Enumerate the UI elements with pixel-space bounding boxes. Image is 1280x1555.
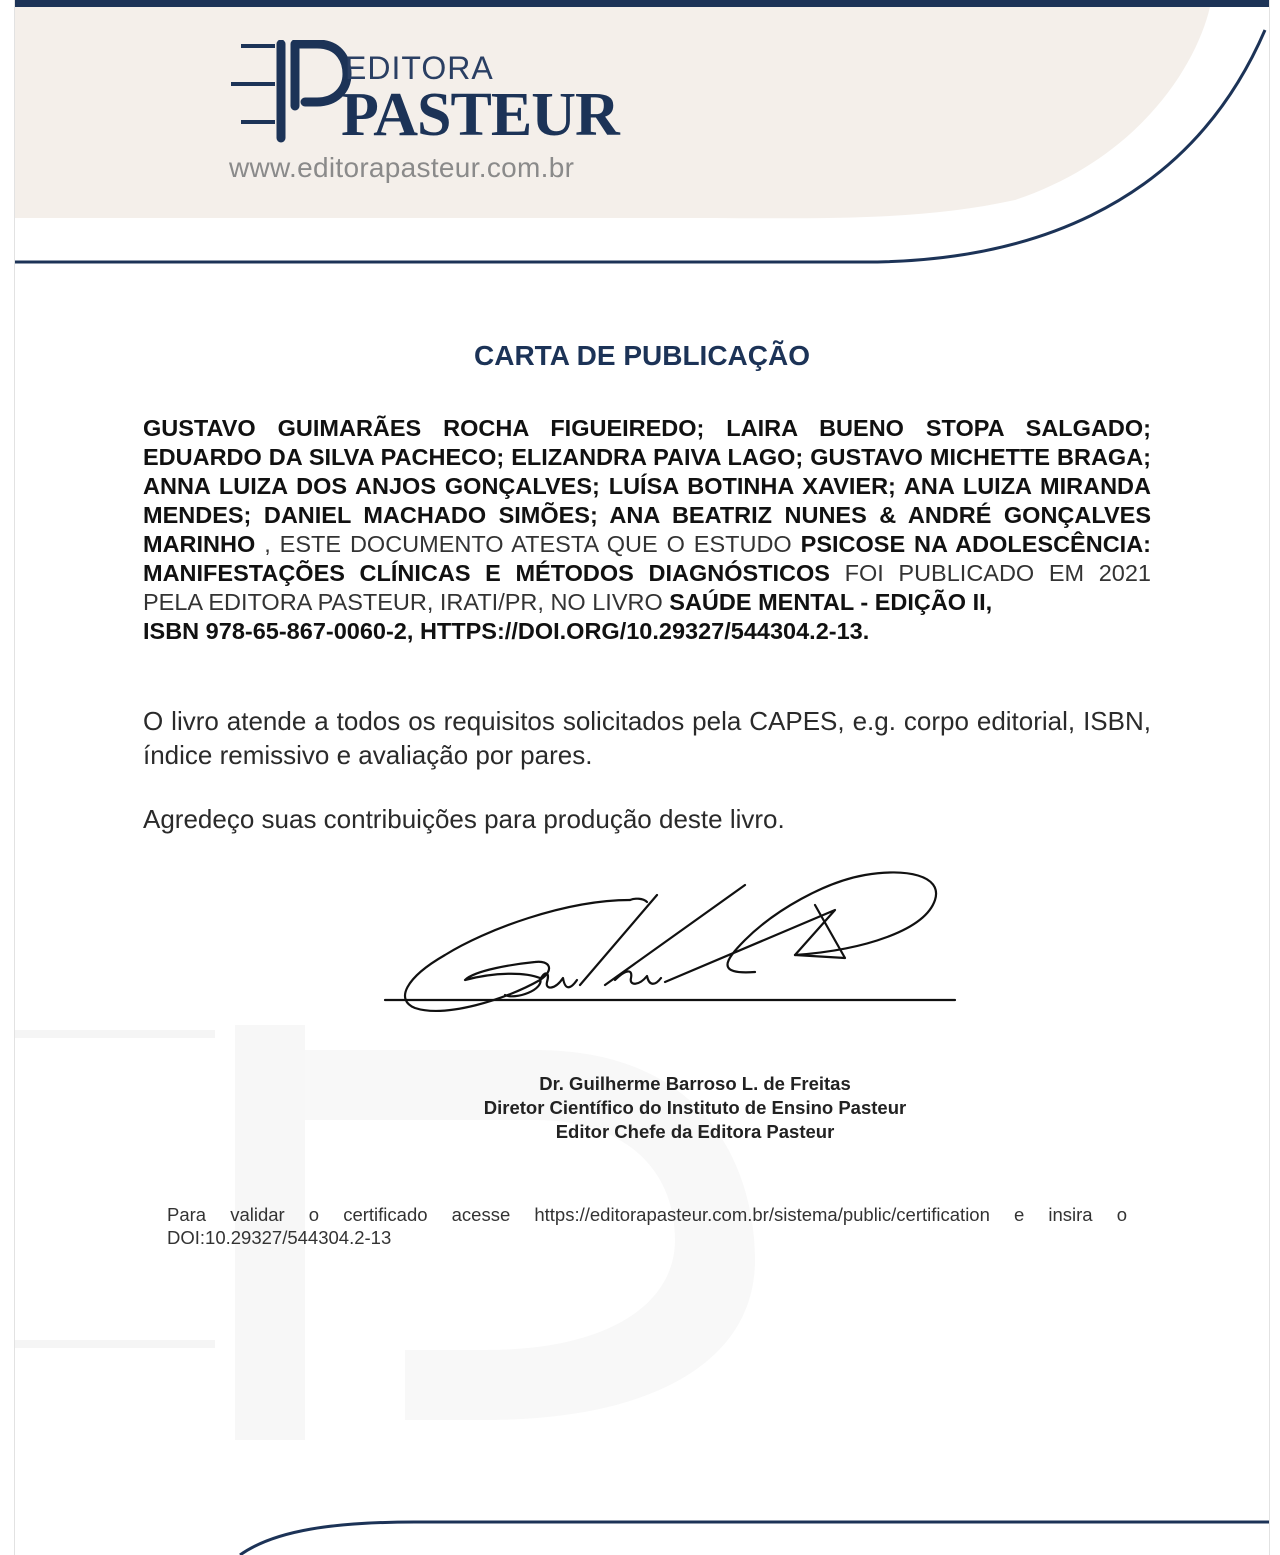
logo-website-url: www.editorapasteur.com.br (229, 152, 575, 183)
pasteur-p-icon (225, 40, 355, 150)
certificate-page (14, 0, 1270, 1555)
document-title: CARTA DE PUBLICAÇÃO (474, 340, 810, 371)
signatory-block (395, 1072, 995, 1144)
logo-editora-text: EDITORA (345, 50, 494, 86)
footer-decoration (15, 1480, 1269, 1555)
signatory-name: Dr. Guilherme Barroso L. de Freitas (539, 1073, 851, 1094)
handwritten-signature (365, 860, 985, 1030)
thanks-paragraph: Agredeço suas contribuições para produção deste livro. (143, 804, 785, 834)
logo-pasteur-text: PASTEUR (341, 81, 619, 149)
signatory-role-2: Editor Chefe da Editora Pasteur (555, 1121, 835, 1142)
study-title: PSICOSE NA ADOLESCÊNCIA: MANIFESTAÇÕES CLÍNICAS E MÉTODOS DIAGNÓSTICOS (143, 531, 1151, 586)
validation-note: Para validar o certificado acesse https://editorapasteur.com.br/sistema/public/certification e insira o DOI:10.29327/544304.2-13 (167, 1204, 1127, 1248)
attest-text: , ESTE DOCUMENTO ATESTA QUE O ESTUDO (264, 531, 792, 557)
authors-list: GUSTAVO GUIMARÃES ROCHA FIGUEIREDO; LAIRA BUENO STOPA SALGADO; EDUARDO DA SILVA PACHECO; ELIZANDRA PAIVA LAGO; GUSTAVO MICHETTE BRAGA; ANNA LUIZA DOS ANJOS GONÇALVES; LUÍSA BOTINHA XAVIER; ANA LUIZA MIRANDA MENDES; DANIEL MACHADO SIMÕES; ANA BEATRIZ NUNES & ANDRÉ GONÇALVES MARINHO (143, 415, 1151, 557)
isbn-doi-line: ISBN 978-65-867-0060-2, HTTPS://DOI.ORG/10.29327/544304.2-13. (143, 618, 870, 644)
attestation-body (143, 414, 1151, 646)
published-text: FOI PUBLICADO EM 2021 PELA EDITORA PASTEUR, IRATI/PR, NO LIVRO (143, 560, 1152, 615)
capes-paragraph: O livro atende a todos os requisitos solicitados pela CAPES, e.g. corpo editorial, ISBN, índice remissivo e avaliação por pares. (143, 706, 1151, 770)
book-title: SAÚDE MENTAL - EDIÇÃO II, (669, 589, 993, 615)
signatory-role-1: Diretor Científico do Instituto de Ensino Pasteur (483, 1097, 907, 1118)
